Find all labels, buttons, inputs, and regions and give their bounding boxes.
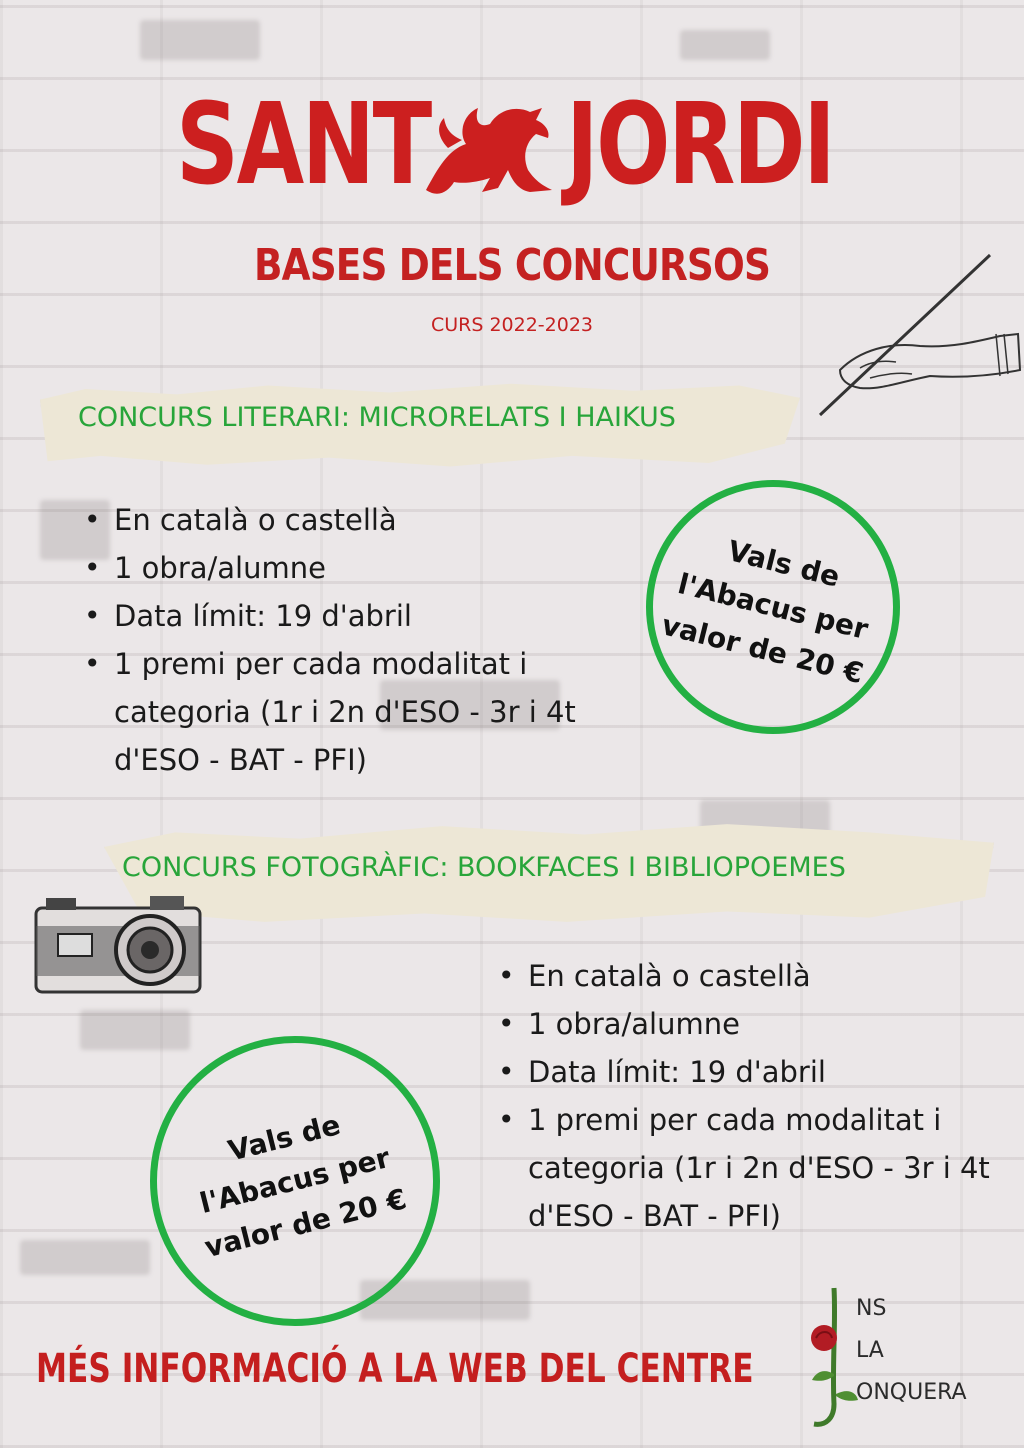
list-item: • 1 obra/alumne bbox=[498, 1000, 998, 1048]
logo-line-1: NS bbox=[856, 1296, 887, 1321]
prize-circle bbox=[646, 480, 900, 734]
prize-circle bbox=[150, 1036, 440, 1326]
wall-smudge bbox=[20, 1240, 150, 1275]
wall-smudge bbox=[80, 1010, 190, 1050]
wall-smudge bbox=[680, 30, 770, 60]
rose-icon bbox=[804, 1284, 864, 1434]
dragon-icon bbox=[418, 98, 558, 208]
list-item: • Data límit: 19 d'abril bbox=[498, 1048, 998, 1096]
logo-line-3: ONQUERA bbox=[856, 1380, 967, 1405]
hand-with-pen-icon bbox=[800, 250, 1024, 420]
title-word-sant: SANT bbox=[176, 80, 430, 210]
list-item: • 1 premi per cada modalitat i categoria (1r i 2n d'ESO - 3r i 4t d'ESO - BAT - PFI) bbox=[498, 1096, 998, 1240]
list-item: • En català o castellà bbox=[84, 496, 604, 544]
school-logo bbox=[804, 1284, 1004, 1434]
list-item: • 1 premi per cada modalitat i categoria (1r i 2n d'ESO - 3r i 4t d'ESO - BAT - PFI) bbox=[84, 640, 604, 784]
camera-icon bbox=[28, 890, 208, 1000]
wall-smudge bbox=[140, 20, 260, 60]
photo-heading: CONCURS FOTOGRÀFIC: BOOKFACES I BIBLIOPOEMES bbox=[122, 852, 846, 883]
photo-rules-list bbox=[498, 952, 998, 1240]
list-item: • En català o castellà bbox=[498, 952, 998, 1000]
footer-text: MÉS INFORMACIÓ A LA WEB DEL CENTRE bbox=[36, 1346, 754, 1392]
title-word-jordi: JORDI bbox=[566, 80, 834, 210]
main-title bbox=[0, 80, 1024, 210]
subtitle: BASES DELS CONCURSOS bbox=[253, 240, 771, 291]
prize-text: Vals de l'Abacus per valor de 20 € bbox=[658, 534, 872, 691]
course-label: CURS 2022-2023 bbox=[430, 314, 594, 336]
logo-line-2: LA bbox=[856, 1338, 884, 1363]
list-item: • 1 obra/alumne bbox=[84, 544, 604, 592]
literary-rules-list bbox=[84, 496, 604, 784]
literary-heading: CONCURS LITERARI: MICRORELATS I HAIKUS bbox=[78, 402, 676, 433]
prize-text: Vals de l'Abacus per valor de 20 € bbox=[196, 1108, 410, 1265]
list-item: • Data límit: 19 d'abril bbox=[84, 592, 604, 640]
